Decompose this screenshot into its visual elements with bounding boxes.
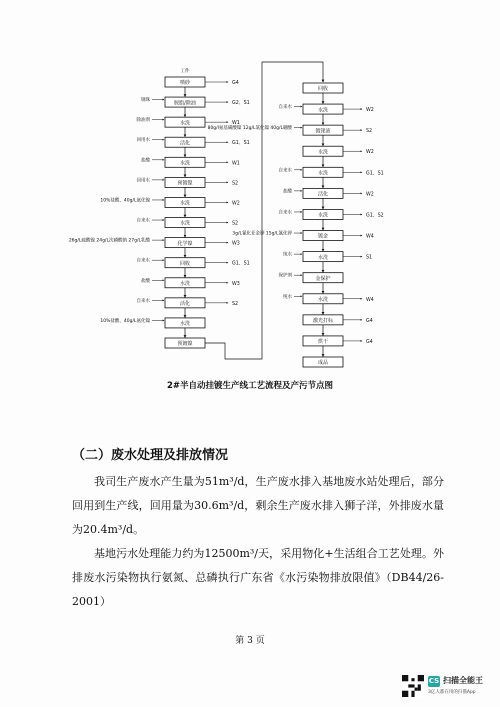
right-step-label: 水洗 [317,212,329,219]
paragraph-wastewater-volume: 我司生产废水产生量为51m³/d，生产废水排入基地废水站处理后，部分回用到生产线，回用量为30.6m³/d，剩余生产废水排入狮子洋，外排废水量为20.4m³/d。 [72,475,444,536]
left-step-label: 水洗 [179,220,191,227]
right-output-label: S1 [366,255,373,261]
left-step-label: 水洗 [179,321,191,328]
right-input-label: 自来水 [278,210,292,216]
right-step-label: 水洗 [317,149,329,156]
right-input-label: 纯水 [283,252,292,258]
left-output-label: W3 [232,281,240,287]
right-output-label: G1、S2 [366,213,384,219]
right-input-label: 80g/l氨基磺酸镍 12g/L氯化镍 40g/L硼酸 [207,126,292,132]
left-input-label: 10%盐酸、40g/L氨化镍 [100,198,150,204]
left-input-label: 自来水 [136,298,150,304]
left-input-label: 10%盐酸、40g/L氨化镍 [100,318,150,324]
right-step-label: 成品 [317,360,329,367]
paragraph-treatment-capacity: 基地污水处理能力约为12500m³/天，采用物化+生活组合工艺处理。外排废水污染物执行氨氮、总磷执行广东省《水污染物排放限值》（DB44/26-2001） [72,547,444,608]
diagram-caption: 2#半自动挂镀生产线工艺流程及产污节点图 [166,381,334,391]
left-step-label: 水洗 [179,280,191,287]
right-step-label: 水洗 [317,107,329,114]
right-output-label: W4 [366,234,374,240]
left-output-label: G1、S1 [232,141,250,147]
left-step-label: 活化 [179,301,191,308]
left-input-label: 回用水 [136,178,150,184]
right-output-label: W4 [366,297,374,303]
left-input-label: 工件 [180,69,190,74]
left-step-label: 喷砂 [179,80,191,87]
watermark-subtitle: 3亿人都在用的扫描App [428,690,476,695]
right-step-label: 金保护 [315,275,331,282]
left-step-label: 化学镍 [177,240,193,247]
left-input-label: 盐酸 [141,278,150,284]
right-output-label: W2 [366,108,374,114]
right-input-label: 保护剂 [278,273,292,279]
left-output-label: W1 [232,161,240,167]
right-step-label: 回收 [317,86,329,93]
left-input-label: 自来水 [136,258,150,264]
watermark-brand: 扫描全能王 [443,676,483,685]
right-output-label: W2 [366,192,374,198]
left-output-label: W1 [232,121,240,127]
left-step-label: 活化 [179,140,191,147]
left-input-label: 自来水 [136,218,150,224]
right-step-label: 激光打标 [312,318,334,325]
left-output-label: S2 [232,221,239,227]
right-step-label: 水洗 [317,254,329,261]
right-output-label: S2 [366,129,373,135]
left-output-label: G1、S1 [232,261,250,267]
right-step-label: 活化 [317,191,329,198]
right-step-label: 水洗 [317,170,329,177]
right-input-label: 纯水 [283,294,292,300]
left-step-label: 预镀镍 [177,180,193,187]
left-output-label: G2、S1 [232,101,250,107]
left-input-label: 盐酸 [141,158,150,164]
right-output-label: G4 [366,318,373,324]
section-heading: （二）废水处理及排放情况 [72,448,229,463]
right-input-label: 自来水 [278,105,292,111]
right-step-label: 烘干 [317,339,329,346]
page-number: 第 3 页 [235,636,265,646]
left-output-label: S2 [232,301,239,307]
camscanner-logo-icon: CS [428,677,440,685]
left-input-label: 除油剂 [136,118,150,124]
left-input-label: 26g/L硫酸镍 24g/L次磷酸钠 27g/L乳酸 [68,238,150,244]
right-input-label: 3g/L氰化亚金钾 15g/L氰化钾 [232,231,292,237]
left-output-label: S2 [232,181,239,187]
right-output-label: W2 [366,150,374,156]
right-step-label: 镀金 [317,233,329,240]
right-step-label: 水洗 [317,296,329,303]
left-input-label: 钢珠 [141,98,150,104]
left-step-label: 水洗 [179,160,191,167]
left-step-label: 水洗 [179,120,191,127]
right-output-label: G4 [366,339,373,345]
right-output-label: G1、S1 [366,171,384,177]
left-step-label: 预镀镍 [177,341,193,348]
left-output-label: G4 [232,81,239,86]
right-input-label: 盐酸 [283,189,292,195]
left-output-label: W2 [232,201,240,207]
qr-code-icon [402,675,424,697]
left-input-label: 回用水 [136,138,150,144]
left-output-label: W3 [232,241,240,247]
right-input-label: 自来水 [278,168,292,174]
left-step-label: 脱脂/除油 [174,100,196,107]
left-step-label: 回收 [179,260,191,267]
left-step-label: 水洗 [179,200,191,207]
right-step-label: 镀铑液 [315,128,331,135]
